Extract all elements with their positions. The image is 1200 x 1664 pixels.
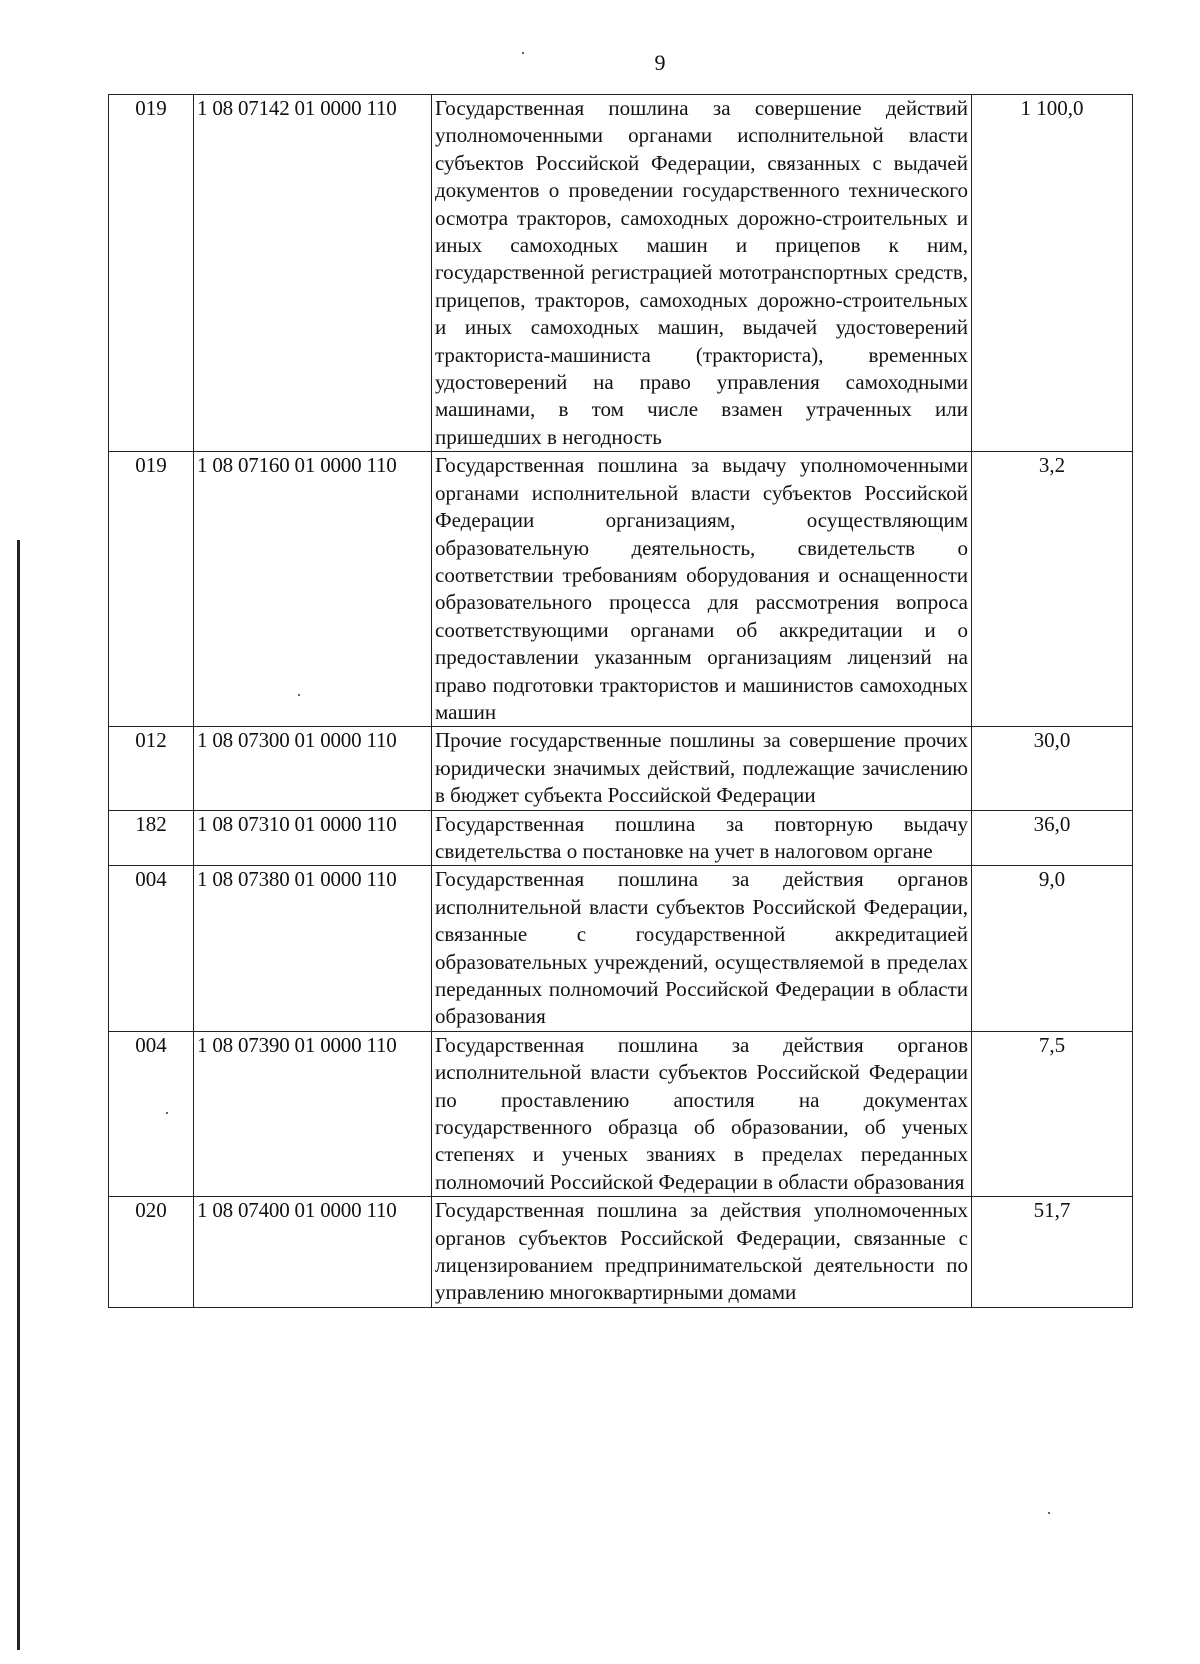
budget-code-cell: 1 08 07300 01 0000 110 [194, 727, 432, 810]
revenue-name-cell: Государственная пошлина за повторную выдачу свидетельства о постановке на учет в налоговом органе [432, 810, 972, 866]
table-row [109, 1031, 1133, 1196]
budget-code-cell: 1 08 07160 01 0000 110 [194, 452, 432, 727]
amount-cell: 36,0 [972, 810, 1133, 866]
revenue-name-cell: Прочие государственные пошлины за совершение прочих юридически значимых действий, подлежащие зачислению в бюджет субъекта Российской Федерации [432, 727, 972, 810]
admin-code-cell: 182 [109, 810, 194, 866]
budget-code-cell: 1 08 07380 01 0000 110 [194, 866, 432, 1031]
budget-code-cell: 1 08 07390 01 0000 110 [194, 1031, 432, 1196]
scan-speck [1048, 1512, 1050, 1514]
page-number: 9 [654, 50, 666, 75]
table-row [109, 95, 1133, 452]
amount-cell: 7,5 [972, 1031, 1133, 1196]
budget-code-cell: 1 08 07310 01 0000 110 [194, 810, 432, 866]
table-row [109, 1197, 1133, 1308]
scan-speck [522, 52, 524, 54]
admin-code-cell: 004 [109, 1031, 194, 1196]
admin-code-cell: 019 [109, 95, 194, 452]
table-row [109, 810, 1133, 866]
scan-edge-line [17, 540, 20, 1650]
revenue-table [108, 94, 1133, 1308]
admin-code-cell: 020 [109, 1197, 194, 1308]
budget-code-cell: 1 08 07400 01 0000 110 [194, 1197, 432, 1308]
amount-cell: 3,2 [972, 452, 1133, 727]
amount-cell: 30,0 [972, 727, 1133, 810]
revenue-table-body [109, 95, 1133, 1308]
amount-cell: 51,7 [972, 1197, 1133, 1308]
table-row [109, 866, 1133, 1031]
revenue-name-cell: Государственная пошлина за совершение действий уполномоченными органами исполнительной власти субъектов Российской Федерации, связанных с выдачей документов о проведении государственного технического осмотра тракторов, самоходных дорожно-строительных и иных самоходных машин и прицепов к ним, государственной регистрацией мототранспортных средств, прицепов, тракторов, самоходных дорожно-строительных и иных самоходных машин, выдачей удостоверений тракториста-машиниста (тракториста), временных удостоверений на право управления самоходными машинами, в том числе взамен утраченных или пришедших в негодность [432, 95, 972, 452]
admin-code-cell: 012 [109, 727, 194, 810]
table-row [109, 727, 1133, 810]
budget-code-cell: 1 08 07142 01 0000 110 [194, 95, 432, 452]
revenue-name-cell: Государственная пошлина за действия органов исполнительной власти субъектов Российской Федерации, связанные с государственной аккредитацией образовательных учреждений, осуществляемой в пределах переданных полномочий Российской Федерации в области образования [432, 866, 972, 1031]
admin-code-cell: 004 [109, 866, 194, 1031]
amount-cell: 1 100,0 [972, 95, 1133, 452]
table-row [109, 452, 1133, 727]
amount-cell: 9,0 [972, 866, 1133, 1031]
revenue-name-cell: Государственная пошлина за выдачу уполномоченными органами исполнительной власти субъектов Российской Федерации организациям, осуществляющим образовательную деятельность, свидетельств о соответствии требованиям оборудования и оснащенности образовательного процесса для рассмотрения вопроса соответствующими органами об аккредитации и о предоставлении указанным организациям лицензий на право подготовки трактористов и машинистов самоходных машин [432, 452, 972, 727]
admin-code-cell: 019 [109, 452, 194, 727]
revenue-name-cell: Государственная пошлина за действия органов исполнительной власти субъектов Российской Федерации по проставлению апостиля на документах государственного образца об образовании, об ученых степенях и ученых званиях в пределах переданных полномочий Российской Федерации в области образования [432, 1031, 972, 1196]
revenue-name-cell: Государственная пошлина за действия уполномоченных органов субъектов Российской Федерации, связанные с лицензированием предпринимательской деятельности по управлению многоквартирными домами [432, 1197, 972, 1308]
